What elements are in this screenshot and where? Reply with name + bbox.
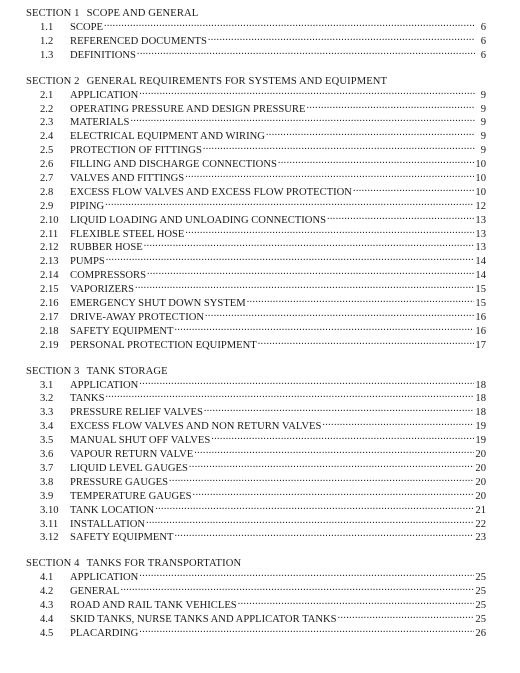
entry-page-number: 21 — [475, 504, 486, 516]
section-title: GENERAL REQUIREMENTS FOR SYSTEMS AND EQUIPMENT — [86, 75, 388, 87]
entry-number: 3.10 — [40, 504, 59, 516]
entry-page-number: 13 — [475, 214, 486, 226]
entry-title: PERSONAL PROTECTION EQUIPMENT — [70, 339, 257, 351]
dot-leader — [144, 240, 475, 250]
dot-leader — [169, 475, 474, 485]
toc-entry[interactable] — [26, 517, 486, 531]
toc-entry[interactable] — [26, 20, 486, 34]
dot-leader — [203, 143, 475, 153]
entry-title: ROAD AND RAIL TANK VEHICLES — [70, 600, 237, 612]
entry-title: MATERIALS — [70, 117, 130, 129]
section-title: TANKS FOR TRANSPORTATION — [86, 558, 242, 570]
entry-number: 2.16 — [40, 298, 59, 310]
entry-title: APPLICATION — [70, 572, 139, 584]
entry-title: PROTECTION OF FITTINGS — [70, 145, 202, 157]
section-heading — [26, 75, 486, 88]
section-label: SECTION 1 — [26, 8, 80, 19]
toc-entry[interactable] — [26, 88, 486, 102]
section-heading — [26, 557, 486, 570]
toc-entry[interactable] — [26, 227, 486, 241]
entry-page-number: 22 — [475, 518, 486, 530]
entry-number: 2.18 — [40, 325, 59, 337]
entry-page-number: 9 — [480, 103, 486, 115]
toc-entry[interactable] — [26, 570, 486, 584]
dot-leader — [106, 254, 475, 264]
entry-page-number: 20 — [475, 476, 486, 488]
entry-page-number: 9 — [480, 131, 486, 143]
toc-entry[interactable] — [26, 213, 486, 227]
entry-number: 2.1 — [40, 89, 54, 101]
entry-page-number: 14 — [475, 270, 486, 282]
entry-title: VALVES AND FITTINGS — [70, 173, 185, 185]
dot-leader — [139, 88, 475, 98]
section-title: SCOPE AND GENERAL — [86, 8, 199, 19]
toc-entry[interactable] — [26, 115, 486, 129]
entry-number: 1.1 — [40, 22, 54, 33]
entry-title: VAPORIZERS — [70, 284, 134, 296]
entry-number: 3.1 — [40, 379, 54, 391]
entry-page-number: 25 — [475, 586, 486, 598]
entry-number: 1.2 — [40, 35, 54, 47]
entry-number: 4.4 — [40, 613, 54, 625]
entry-page-number: 18 — [475, 407, 486, 419]
entry-number: 2.11 — [40, 228, 59, 240]
section-label: SECTION 4 — [26, 558, 80, 570]
toc-entry[interactable] — [26, 240, 486, 254]
toc-entry[interactable] — [26, 254, 486, 268]
entry-number: 2.13 — [40, 256, 59, 268]
toc-entry[interactable] — [26, 338, 486, 352]
entry-page-number: 6 — [480, 22, 486, 33]
entry-page-number: 20 — [475, 449, 486, 461]
entry-number: 2.19 — [40, 339, 59, 351]
entry-page-number: 16 — [475, 311, 486, 323]
section-entries — [26, 88, 486, 352]
dot-leader — [104, 20, 475, 30]
entry-page-number: 9 — [480, 117, 486, 129]
toc-entry[interactable] — [26, 447, 486, 461]
entry-number: 3.12 — [40, 532, 59, 544]
entry-title: EXCESS FLOW VALVES AND EXCESS FLOW PROTECTION — [70, 186, 352, 198]
entry-number: 3.9 — [40, 490, 54, 502]
entry-number: 4.3 — [40, 600, 54, 612]
entry-title: TANKS — [70, 393, 105, 405]
entry-page-number: 10 — [475, 173, 486, 185]
dot-leader — [185, 227, 474, 237]
dot-leader — [204, 405, 475, 415]
entry-title: SKID TANKS, NURSE TANKS AND APPLICATOR TANKS — [70, 613, 337, 625]
section-heading — [26, 365, 486, 378]
dot-leader — [247, 296, 475, 306]
entry-number: 2.15 — [40, 284, 59, 296]
entry-number: 2.9 — [40, 200, 54, 212]
dot-leader — [137, 48, 475, 58]
entry-page-number: 14 — [475, 256, 486, 268]
entry-number: 3.2 — [40, 393, 54, 405]
entry-title: SAFETY EQUIPMENT — [70, 325, 174, 337]
entry-page-number: 9 — [480, 89, 486, 101]
entry-title: INSTALLATION — [70, 518, 146, 530]
entry-title: ELECTRICAL EQUIPMENT AND WIRING — [70, 131, 265, 143]
entry-title: PUMPS — [70, 256, 105, 268]
dot-leader — [238, 598, 475, 608]
entry-number: 2.4 — [40, 131, 54, 143]
section-title: TANK STORAGE — [86, 365, 168, 377]
toc-entry[interactable] — [26, 598, 486, 612]
entry-number: 3.7 — [40, 462, 54, 474]
entry-number: 4.1 — [40, 572, 54, 584]
entry-number: 2.17 — [40, 311, 59, 323]
entry-title: LIQUID LEVEL GAUGES — [70, 462, 188, 474]
entry-title: APPLICATION — [70, 89, 139, 101]
dot-leader — [189, 461, 475, 471]
entry-title: DRIVE-AWAY PROTECTION — [70, 311, 205, 323]
entry-number: 2.10 — [40, 214, 59, 226]
entry-number: 3.3 — [40, 407, 54, 419]
entry-number: 2.3 — [40, 117, 54, 129]
dot-leader — [175, 324, 475, 334]
entry-title: DEFINITIONS — [70, 49, 136, 61]
entry-page-number: 10 — [475, 159, 486, 171]
toc-entry[interactable] — [26, 461, 486, 475]
entry-title: PRESSURE RELIEF VALVES — [70, 407, 203, 419]
dot-leader — [266, 129, 475, 139]
entry-number: 4.5 — [40, 627, 54, 639]
toc-entry[interactable] — [26, 199, 486, 213]
entry-title: MANUAL SHUT OFF VALVES — [70, 435, 211, 447]
entry-title: TANK LOCATION — [70, 504, 155, 516]
entry-title: RUBBER HOSE — [70, 242, 143, 254]
dot-leader — [208, 34, 475, 44]
dot-leader — [193, 489, 475, 499]
dot-leader — [258, 338, 475, 348]
entry-number: 3.4 — [40, 421, 54, 433]
entry-title: VAPOUR RETURN VALVE — [70, 449, 194, 461]
toc-entry[interactable] — [26, 419, 486, 433]
entry-number: 2.2 — [40, 103, 54, 115]
toc-entry[interactable] — [26, 143, 486, 157]
toc-entry[interactable] — [26, 475, 486, 489]
dot-leader — [278, 157, 475, 167]
entry-page-number: 15 — [475, 284, 486, 296]
toc-entry[interactable] — [26, 489, 486, 503]
dot-leader — [139, 626, 474, 636]
entry-number: 3.11 — [40, 518, 59, 530]
entry-page-number: 20 — [475, 490, 486, 502]
entry-title: COMPRESSORS — [70, 270, 146, 282]
entry-title: SCOPE — [70, 22, 103, 33]
entry-title: LIQUID LOADING AND UNLOADING CONNECTIONS — [70, 214, 326, 226]
dot-leader — [327, 213, 474, 223]
entry-page-number: 26 — [475, 627, 486, 639]
entry-title: PLACARDING — [70, 627, 139, 639]
entry-page-number: 13 — [475, 228, 486, 240]
entry-page-number: 17 — [475, 339, 486, 351]
toc-entry[interactable] — [26, 310, 486, 324]
dot-leader — [105, 391, 474, 401]
entry-page-number: 15 — [475, 298, 486, 310]
toc-entry[interactable] — [26, 34, 486, 48]
toc-entry[interactable] — [26, 378, 486, 392]
entry-page-number: 18 — [475, 393, 486, 405]
section-label: SECTION 3 — [26, 365, 80, 377]
toc-entry[interactable] — [26, 268, 486, 282]
toc-entry[interactable] — [26, 391, 486, 405]
entry-page-number: 20 — [475, 462, 486, 474]
entry-title: FLEXIBLE STEEL HOSE — [70, 228, 185, 240]
entry-page-number: 23 — [475, 532, 486, 544]
entry-title: OPERATING PRESSURE AND DESIGN PRESSURE — [70, 103, 306, 115]
entry-page-number: 18 — [475, 379, 486, 391]
entry-page-number: 25 — [475, 613, 486, 625]
entry-number: 1.3 — [40, 49, 54, 61]
section-entries — [26, 570, 486, 639]
toc-entry[interactable] — [26, 612, 486, 626]
entry-page-number: 9 — [480, 145, 486, 157]
dot-leader — [205, 310, 474, 320]
entry-title: SAFETY EQUIPMENT — [70, 532, 174, 544]
toc-section — [26, 75, 486, 352]
dot-leader — [353, 185, 474, 195]
toc-entry[interactable] — [26, 530, 486, 544]
entry-title: PIPING — [70, 200, 105, 212]
dot-leader — [322, 419, 474, 429]
dot-leader — [139, 378, 474, 388]
entry-page-number: 6 — [480, 49, 486, 61]
entry-title: GENERAL — [70, 586, 120, 598]
entry-title: PRESSURE GAUGES — [70, 476, 169, 488]
toc-entry[interactable] — [26, 157, 486, 171]
toc-entry[interactable] — [26, 102, 486, 116]
section-heading — [26, 7, 486, 20]
entry-page-number: 19 — [475, 421, 486, 433]
entry-number: 3.5 — [40, 435, 54, 447]
toc-entry[interactable] — [26, 48, 486, 62]
toc-entry[interactable] — [26, 185, 486, 199]
entry-number: 2.8 — [40, 186, 54, 198]
entry-number: 2.5 — [40, 145, 54, 157]
dot-leader — [306, 102, 475, 112]
toc-entry[interactable] — [26, 129, 486, 143]
section-entries — [26, 378, 486, 545]
dot-leader — [130, 115, 475, 125]
entry-title: APPLICATION — [70, 379, 139, 391]
dot-leader — [194, 447, 474, 457]
toc-entry[interactable] — [26, 324, 486, 338]
dot-leader — [155, 503, 474, 513]
dot-leader — [147, 268, 474, 278]
dot-leader — [139, 570, 474, 580]
dot-leader — [120, 584, 474, 594]
entry-number: 3.8 — [40, 476, 54, 488]
entry-title: EXCESS FLOW VALVES AND NON RETURN VALVES — [70, 421, 322, 433]
entry-number: 2.6 — [40, 159, 54, 171]
entry-number: 2.12 — [40, 242, 59, 254]
dot-leader — [105, 199, 474, 209]
toc-section — [26, 557, 486, 639]
section-label: SECTION 2 — [26, 75, 80, 87]
toc-entry[interactable] — [26, 433, 486, 447]
toc-entry[interactable] — [26, 171, 486, 185]
entry-title: FILLING AND DISCHARGE CONNECTIONS — [70, 159, 277, 171]
entry-page-number: 6 — [480, 35, 486, 47]
entry-number: 2.14 — [40, 270, 59, 282]
entry-page-number: 13 — [475, 242, 486, 254]
toc-entry[interactable] — [26, 626, 486, 640]
entry-title: EMERGENCY SHUT DOWN SYSTEM — [70, 298, 246, 310]
toc-entry[interactable] — [26, 503, 486, 517]
toc-entry[interactable] — [26, 296, 486, 310]
entry-page-number: 25 — [475, 600, 486, 612]
toc-entry[interactable] — [26, 405, 486, 419]
section-entries — [26, 20, 486, 62]
entry-number: 2.7 — [40, 173, 54, 185]
entry-page-number: 16 — [475, 325, 486, 337]
dot-leader — [185, 171, 474, 181]
entry-page-number: 25 — [475, 572, 486, 584]
dot-leader — [146, 517, 474, 527]
dot-leader — [175, 530, 475, 540]
entry-page-number: 12 — [475, 200, 486, 212]
toc-entry[interactable] — [26, 584, 486, 598]
entry-number: 4.2 — [40, 586, 54, 598]
dot-leader — [135, 282, 474, 292]
toc-section — [26, 7, 486, 62]
dot-leader — [338, 612, 475, 622]
entry-page-number: 19 — [475, 435, 486, 447]
dot-leader — [211, 433, 474, 443]
entry-number: 3.6 — [40, 449, 54, 461]
entry-title: REFERENCED DOCUMENTS — [70, 35, 207, 47]
toc-section — [26, 365, 486, 545]
entry-title: TEMPERATURE GAUGES — [70, 490, 192, 502]
entry-page-number: 10 — [475, 186, 486, 198]
toc-entry[interactable] — [26, 282, 486, 296]
